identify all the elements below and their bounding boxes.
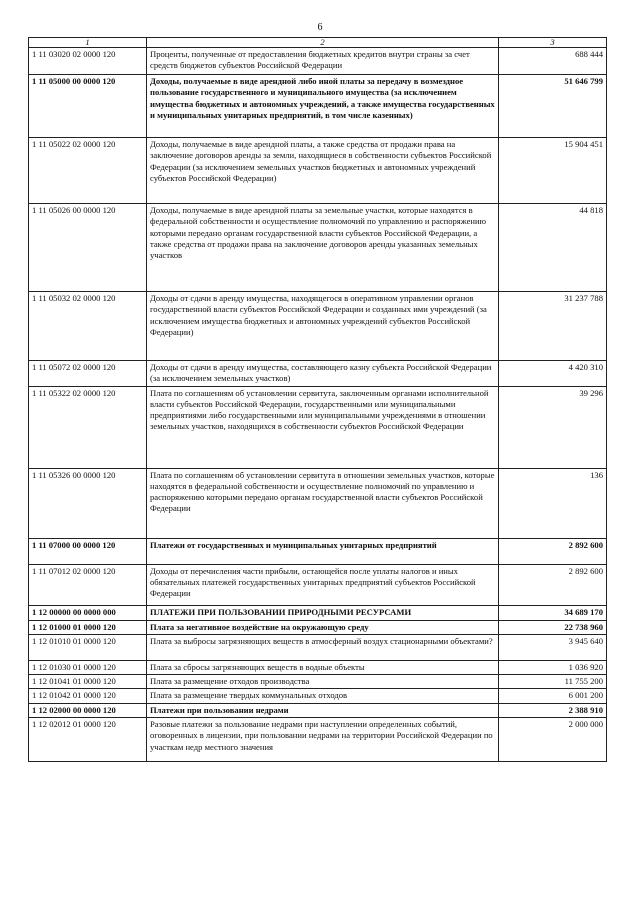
budget-code: 1 11 05322 02 0000 120: [29, 386, 147, 468]
revenue-name: Плата за размещение твердых коммунальных отходов: [147, 689, 499, 703]
revenue-name: ПЛАТЕЖИ ПРИ ПОЛЬЗОВАНИИ ПРИРОДНЫМИ РЕСУРСАМИ: [147, 605, 499, 620]
revenue-name: Плата за размещение отходов производства: [147, 675, 499, 689]
revenue-table: [28, 37, 607, 762]
budget-code: 1 11 05072 02 0000 120: [29, 361, 147, 387]
amount: 6 001 200: [499, 689, 607, 703]
revenue-name: Доходы от перечисления части прибыли, остающейся после уплаты налогов и иных обязательных платежей государственных унитарных предприятий субъектов Российской Федерации: [147, 564, 499, 605]
budget-code: 1 12 02012 01 0000 120: [29, 718, 147, 762]
revenue-name: Доходы от сдачи в аренду имущества, находящегося в оперативном управлении органов государственной власти субъектов Российской Федерации и созданных ими учреждений (за исключением имущества бюджетных и автономных учреждений субъектов Российской Федерации): [147, 292, 499, 361]
amount: 31 237 788: [499, 292, 607, 361]
table-row: [29, 605, 607, 620]
amount: 3 945 640: [499, 634, 607, 660]
budget-code: 1 11 05000 00 0000 120: [29, 75, 147, 138]
amount: 11 755 200: [499, 675, 607, 689]
revenue-name: Плата за негативное воздействие на окружающую среду: [147, 620, 499, 634]
budget-code: 1 11 05022 02 0000 120: [29, 138, 147, 204]
table-row: [29, 675, 607, 689]
revenue-name: Плата за выбросы загрязняющих веществ в атмосферный воздух стационарными объектами?: [147, 634, 499, 660]
table-row: [29, 620, 607, 634]
revenue-name: Платежи от государственных и муниципальных унитарных предприятий: [147, 538, 499, 564]
budget-code: 1 12 01041 01 0000 120: [29, 675, 147, 689]
table-row: [29, 75, 607, 138]
table-row: [29, 204, 607, 292]
revenue-name: Плата по соглашениям об установлении сервитута, заключенным органами исполнительной власти субъектов Российской Федерации, государственными или муниципальными предприятиями либо государственными или муниципальными учреждениями в отношении земельных участков, находящихся в собственности субъектов Российской Федерации: [147, 386, 499, 468]
revenue-name: Доходы, получаемые в виде арендной либо иной платы за передачу в возмездное пользование государственного и муниципального имущества (за исключением имущества бюджетных и автономных учреждений, а также имущества государственных и муниципальных унитарных предприятий, в том числе казенных): [147, 75, 499, 138]
amount: 688 444: [499, 48, 607, 75]
table-row: [29, 386, 607, 468]
table-row: [29, 689, 607, 703]
table-row: [29, 564, 607, 605]
amount: 51 646 799: [499, 75, 607, 138]
amount: 22 738 960: [499, 620, 607, 634]
table-row: [29, 660, 607, 674]
amount: 34 689 170: [499, 605, 607, 620]
table-row: [29, 538, 607, 564]
table-row: [29, 468, 607, 538]
amount: 15 904 451: [499, 138, 607, 204]
budget-code: 1 12 01000 01 0000 120: [29, 620, 147, 634]
table-row: [29, 703, 607, 717]
table-row: [29, 634, 607, 660]
table-row: [29, 361, 607, 387]
table-header-row: [29, 38, 607, 48]
amount: 4 420 310: [499, 361, 607, 387]
amount: 39 296: [499, 386, 607, 468]
revenue-name: Платежи при пользовании недрами: [147, 703, 499, 717]
header-col-2: 2: [147, 38, 499, 48]
budget-code: 1 11 05026 00 0000 120: [29, 204, 147, 292]
budget-code: 1 12 00000 00 0000 000: [29, 605, 147, 620]
budget-code: 1 11 05032 02 0000 120: [29, 292, 147, 361]
budget-code: 1 11 07012 02 0000 120: [29, 564, 147, 605]
budget-code: 1 11 05326 00 0000 120: [29, 468, 147, 538]
revenue-name: Доходы, получаемые в виде арендной платы, а также средства от продажи права на заключение договоров аренды за земли, находящиеся в собственности субъектов Российской Федерации (за исключением земельных участков бюджетных и автономных учреждений субъектов Российской Федерации): [147, 138, 499, 204]
revenue-name: Проценты, полученные от предоставления бюджетных кредитов внутри страны за счет средств бюджетов субъектов Российской Федерации: [147, 48, 499, 75]
table-row: [29, 718, 607, 762]
amount: 2 892 600: [499, 564, 607, 605]
page-number: 6: [317, 22, 323, 33]
amount: 2 892 600: [499, 538, 607, 564]
table-row: [29, 292, 607, 361]
revenue-name: Плата за сбросы загрязняющих веществ в водные объекты: [147, 660, 499, 674]
budget-code: 1 12 01010 01 0000 120: [29, 634, 147, 660]
amount: 44 818: [499, 204, 607, 292]
amount: 1 036 920: [499, 660, 607, 674]
amount: 2 388 910: [499, 703, 607, 717]
revenue-name: Плата по соглашениям об установлении сервитута в отношении земельных участков, которые находятся в федеральной собственности и осуществление полномочий по управлению и распоряжению которыми передано органам государственной власти субъектов Российской Федерации: [147, 468, 499, 538]
revenue-name: Доходы от сдачи в аренду имущества, составляющего казну субъекта Российской Федерации (за исключением земельных участков): [147, 361, 499, 387]
table-row: [29, 48, 607, 75]
revenue-name: Разовые платежи за пользование недрами при наступлении определенных событий, оговоренных в лицензии, при пользовании недрами на территории Российской Федерации по участкам недр местного значения: [147, 718, 499, 762]
budget-code: 1 12 02000 00 0000 120: [29, 703, 147, 717]
amount: 136: [499, 468, 607, 538]
header-col-3: 3: [499, 38, 607, 48]
amount: 2 000 000: [499, 718, 607, 762]
budget-code: 1 12 01030 01 0000 120: [29, 660, 147, 674]
budget-code: 1 12 01042 01 0000 120: [29, 689, 147, 703]
revenue-name: Доходы, получаемые в виде арендной платы за земельные участки, которые находятся в федеральной собственности и осуществление полномочий по управлению и распоряжению которыми передано органам государственной власти субъектов Российской Федерации, а также средства от продажи права на заключение договоров аренды указанных земельных участков: [147, 204, 499, 292]
budget-code: 1 11 03020 02 0000 120: [29, 48, 147, 75]
budget-code: 1 11 07000 00 0000 120: [29, 538, 147, 564]
header-col-1: 1: [29, 38, 147, 48]
table-row: [29, 138, 607, 204]
